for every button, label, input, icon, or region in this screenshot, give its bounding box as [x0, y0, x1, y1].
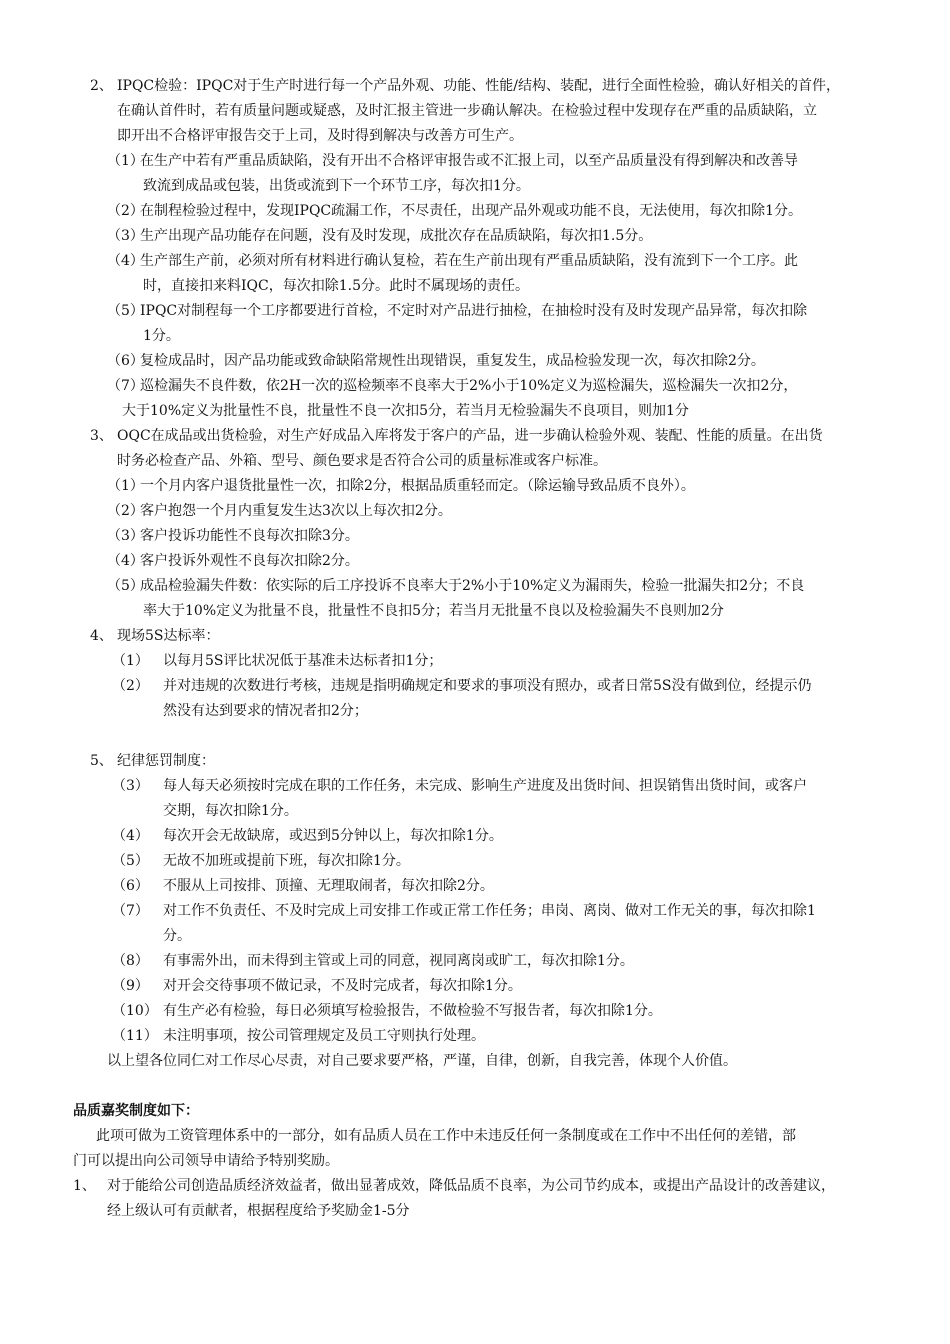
section-5-item-11-line-1: 未注明事项，按公司管理规定及员工守则执行处理。 — [163, 1028, 485, 1044]
section-5-item-9-line-1: 对开会交待事项不做记录，不及时完成者，每次扣除1分。 — [163, 978, 522, 994]
section-3-item-1-number: （1） — [107, 478, 144, 494]
section-3-number: 3、 — [90, 428, 113, 444]
section-2-item-7-line-2: 大于10%定义为批量性不良，批量性不良一次扣5分，若当月无检验漏失不良项目，则加1分 — [122, 403, 689, 419]
section-3-item-4-line-1: 客户投诉外观性不良每次扣除2分。 — [140, 553, 359, 569]
section-3-item-1-line-1: 一个月内客户退货批量性一次，扣除2分，根据品质重轻而定。（除运输导致品质不良外）。 — [140, 478, 695, 494]
section-4-title: 现场5S达标率： — [117, 628, 220, 644]
section-5-item-4-number: （4） — [112, 828, 149, 844]
section-2-item-1-number: （1） — [107, 153, 144, 169]
section-4-item-1-line-1: 以每月5S评比状况低于基准未达标者扣1分； — [163, 653, 443, 669]
section-2-item-7-line-1: 巡检漏失不良件数，依2H一次的巡检频率不良率大于2%小于10%定义为巡检漏失，巡检漏失一次扣2分， — [140, 378, 798, 394]
section-3-item-5-line-1: 成品检验漏失件数：依实际的后工序投诉不良率大于2%小于10%定义为漏雨失，检验一批漏失扣2分；不良 — [140, 578, 805, 594]
section-5-item-9-number: （9） — [112, 978, 149, 994]
section-3-item-2-number: （2） — [107, 503, 144, 519]
section-5-item-7-line-2: 分。 — [163, 928, 191, 944]
section-2-item-5-number: （5） — [107, 303, 144, 319]
section-2-item-6-line-1: 复检成品时，因产品功能或致命缺陷常规性出现错误，重复发生，成品检验发现一次，每次扣除2分。 — [140, 353, 765, 369]
section-4-item-2-line-2: 然没有达到要求的情况者扣2分； — [163, 703, 368, 719]
section-5-item-3-line-2: 交期，每次扣除1分。 — [163, 803, 298, 819]
reward-item-1-line-1: 对于能给公司创造品质经济效益者，做出显著成效，降低品质不良率，为公司节约成本，或提出产品设计的改善建议， — [107, 1178, 835, 1194]
section-2-item-1-line-2: 致流到成品或包装，出货或流到下一个环节工序，每次扣1分。 — [143, 178, 530, 194]
section-5-item-3-number: （3） — [112, 778, 149, 794]
section-2-item-5-line-1: IPQC对制程每一个工序都要进行首检，不定时对产品进行抽检，在抽检时没有及时发现产品异常，每次扣除 — [140, 303, 808, 319]
section-2-item-7-number: （7） — [107, 378, 144, 394]
reward-item-1-line-2: 经上级认可有贡献者，根据程度给予奖励金1-5分 — [107, 1203, 410, 1219]
section-2-line-2: 在确认首件时，若有质量问题或疑惑，及时汇报主管进一步确认解决。在检验过程中发现存在严重的品质缺陷，立 — [117, 103, 817, 119]
section-5-item-6-line-1: 不服从上司按排、顶撞、无理取闹者，每次扣除2分。 — [163, 878, 494, 894]
section-3-item-3-number: （3） — [107, 528, 144, 544]
section-5-item-8-number: （8） — [112, 953, 149, 969]
section-3-line-1: OQC在成品或出货检验，对生产好成品入库将发于客户的产品，进一步确认检验外观、装配、性能的质量。在出货 — [117, 428, 823, 444]
section-2-item-4-line-2: 时，直接扣来料IQC，每次扣除1.5分。此时不属现场的责任。 — [143, 278, 529, 294]
section-2-item-2-number: （2） — [107, 203, 144, 219]
section-2-item-4-line-1: 生产部生产前，必须对所有材料进行确认复检，若在生产前出现有严重品质缺陷，没有流到下一个工序。此 — [140, 253, 798, 269]
reward-intro-line-2: 门可以提出向公司领导申请给予特别奖励。 — [73, 1153, 339, 1169]
section-5-item-7-number: （7） — [112, 903, 149, 919]
reward-intro-line-1: 此项可做为工资管理体系中的一部分，如有品质人员在工作中未违反任何一条制度或在工作中不出任何的差错，部 — [96, 1128, 796, 1144]
section-5-item-3-line-1: 每人每天必须按时完成在职的工作任务，未完成、影响生产进度及出货时间、担误销售出货时间，或客户 — [163, 778, 807, 794]
section-2-item-2-line-1: 在制程检验过程中，发现IPQC疏漏工作，不尽责任，出现产品外观或功能不良，无法使用，每次扣除1分。 — [140, 203, 803, 219]
section-2-line-3: 即开出不合格评审报告交于上司，及时得到解决与改善方可生产。 — [117, 128, 523, 144]
section-4-item-1-number: （1） — [112, 653, 149, 669]
section-2-item-3-number: （3） — [107, 228, 144, 244]
reward-item-1-number: 1、 — [73, 1178, 96, 1194]
section-2-item-3-line-1: 生产出现产品功能存在问题，没有及时发现，成批次存在品质缺陷，每次扣1.5分。 — [140, 228, 653, 244]
section-5-item-7-line-1: 对工作不负责任、不及时完成上司安排工作或正常工作任务；串岗、离岗、做对工作无关的事，每次扣除1 — [163, 903, 816, 919]
section-5-title: 纪律惩罚制度： — [117, 753, 215, 769]
section-2-line-1: IPQC检验：IPQC对于生产时进行每一个产品外观、功能、性能/结构、装配，进行全面性检验，确认好相关的首件， — [117, 78, 840, 94]
section-5-closing: 以上望各位同仁对工作尽心尽责，对自己要求要严格，严谨，自律，创新，自我完善，体现个人价值。 — [107, 1053, 737, 1069]
section-2-number: 2、 — [90, 78, 113, 94]
section-5-item-10-line-1: 有生产必有检验，每日必须填写检验报告，不做检验不写报告者，每次扣除1分。 — [163, 1003, 662, 1019]
section-4-item-2-line-1: 并对违规的次数进行考核，违规是指明确规定和要求的事项没有照办，或者日常5S没有做到位，经提示仍 — [163, 678, 812, 694]
section-4-item-2-number: （2） — [112, 678, 149, 694]
section-3-item-3-line-1: 客户投诉功能性不良每次扣除3分。 — [140, 528, 359, 544]
section-2-item-1-line-1: 在生产中若有严重品质缺陷，没有开出不合格评审报告或不汇报上司，以至产品质量没有得到解决和改善导 — [140, 153, 798, 169]
section-2-item-4-number: （4） — [107, 253, 144, 269]
section-3-item-2-line-1: 客户抱怨一个月内重复发生达3次以上每次扣2分。 — [140, 503, 452, 519]
section-3-item-5-number: （5） — [107, 578, 144, 594]
section-5-item-4-line-1: 每次开会无故缺席，或迟到5分钟以上，每次扣除1分。 — [163, 828, 503, 844]
section-3-item-4-number: （4） — [107, 553, 144, 569]
section-5-item-8-line-1: 有事需外出，而未得到主管或上司的同意，视同离岗或旷工，每次扣除1分。 — [163, 953, 634, 969]
section-3-line-2: 时务必检查产品、外箱、型号、颜色要求是否符合公司的质量标准或客户标准。 — [117, 453, 607, 469]
section-5-item-11-number: （11） — [112, 1028, 158, 1044]
section-5-item-6-number: （6） — [112, 878, 149, 894]
reward-heading: 品质嘉奖制度如下： — [73, 1103, 199, 1119]
section-5-item-5-line-1: 无故不加班或提前下班，每次扣除1分。 — [163, 853, 410, 869]
section-5-item-10-number: （10） — [112, 1003, 158, 1019]
section-5-item-5-number: （5） — [112, 853, 149, 869]
section-2-item-5-line-2: 1分。 — [143, 328, 180, 344]
section-2-item-6-number: （6） — [107, 353, 144, 369]
section-3-item-5-line-2: 率大于10%定义为批量不良，批量性不良扣5分；若当月无批量不良以及检验漏失不良则加2分 — [143, 603, 724, 619]
section-5-number: 5、 — [90, 753, 113, 769]
section-4-number: 4、 — [90, 628, 113, 644]
